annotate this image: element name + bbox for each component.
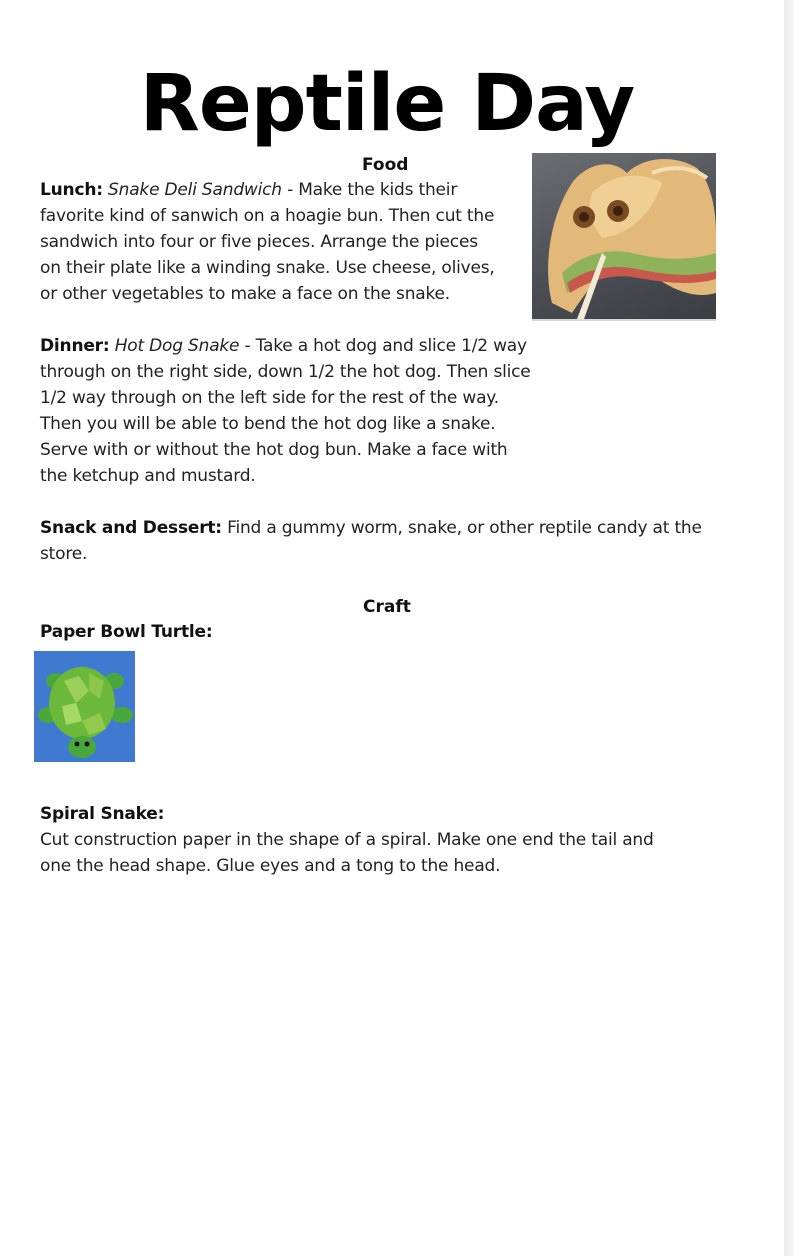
lunch-line: or other vegetables to make a face on the snake. bbox=[40, 284, 450, 304]
spiral-snake-line: Cut construction paper in the shape of a spiral. Make one end the tail and bbox=[40, 830, 654, 850]
turtle-label: Paper Bowl Turtle: bbox=[40, 622, 213, 642]
snack-label: Snack and Dessert: bbox=[40, 518, 222, 538]
lunch-line: - Make the kids their bbox=[281, 180, 458, 200]
dinner-line: Serve with or without the hot dog bun. Make a face with bbox=[40, 440, 508, 460]
craft-heading: Craft bbox=[363, 597, 411, 617]
lunch-dish: Snake Deli Sandwich bbox=[108, 180, 282, 200]
page-title: Reptile Day bbox=[139, 59, 635, 149]
dinner-dish: Hot Dog Snake bbox=[114, 336, 240, 356]
spiral-snake-line: one the head shape. Glue eyes and a tong to the head. bbox=[40, 856, 501, 876]
sandwich-illustration bbox=[532, 153, 716, 319]
spiral-snake-label: Spiral Snake: bbox=[40, 804, 165, 824]
turtle-heading bbox=[40, 619, 440, 645]
snack-line: store. bbox=[40, 544, 88, 564]
turtle-illustration bbox=[34, 651, 135, 762]
food-heading: Food bbox=[362, 155, 409, 175]
dinner-line: the ketchup and mustard. bbox=[40, 466, 256, 486]
spiral-snake-paragraph bbox=[40, 801, 780, 879]
lunch-paragraph bbox=[40, 177, 540, 307]
lunch-line: on their plate like a winding snake. Use cheese, olives, bbox=[40, 258, 495, 278]
paper-bowl-turtle-image bbox=[34, 651, 135, 762]
snake-sandwich-image bbox=[532, 153, 716, 321]
lunch-line: sandwich into four or five pieces. Arrange the pieces bbox=[40, 232, 478, 252]
page-edge-shadow bbox=[784, 0, 794, 1256]
dinner-line: - Take a hot dog and slice 1/2 way bbox=[239, 336, 527, 356]
dinner-line: 1/2 way through on the left side for the rest of the way. bbox=[40, 388, 499, 408]
snack-paragraph bbox=[40, 515, 760, 567]
dinner-line: Then you will be able to bend the hot dog like a snake. bbox=[40, 414, 496, 434]
lunch-label: Lunch: bbox=[40, 180, 103, 200]
dinner-paragraph bbox=[40, 333, 600, 489]
dinner-label: Dinner: bbox=[40, 336, 110, 356]
dinner-line: through on the right side, down 1/2 the hot dog. Then slice bbox=[40, 362, 531, 382]
lunch-line: favorite kind of sanwich on a hoagie bun. Then cut the bbox=[40, 206, 495, 226]
snack-line: Find a gummy worm, snake, or other reptile candy at the bbox=[221, 518, 702, 538]
